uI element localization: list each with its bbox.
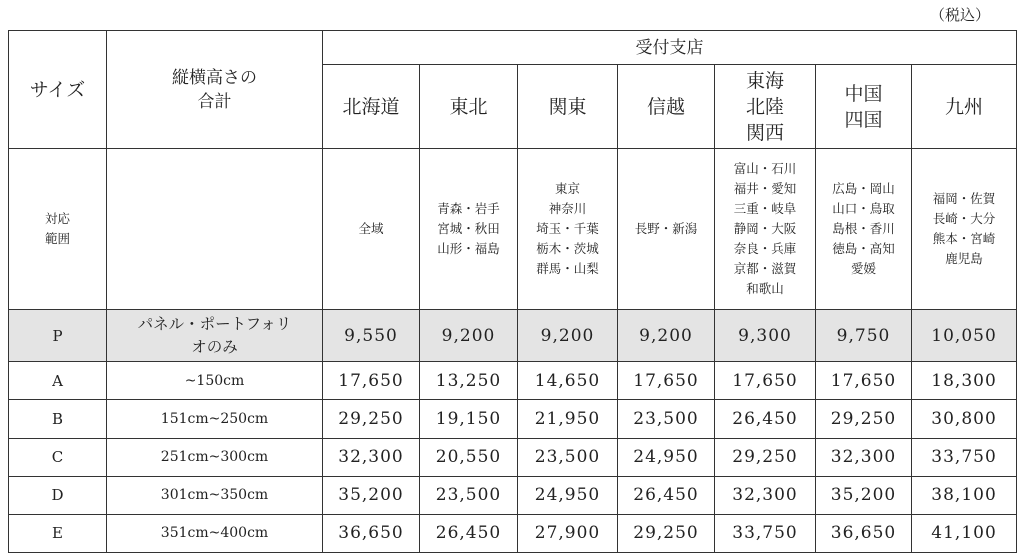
- coverage-line: 東京: [554, 181, 580, 197]
- dimension-range: [107, 400, 323, 438]
- dimension-range: [107, 514, 323, 552]
- coverage-line: 長崎・大分: [932, 211, 996, 227]
- price-cell: 9,200: [518, 310, 618, 362]
- coverage-dimension-blank: [107, 149, 323, 310]
- dimension-line: 151cm~250cm: [160, 410, 269, 427]
- coverage-line: 島根・香川: [832, 221, 895, 237]
- branch-name-line: 中国: [844, 82, 883, 105]
- size-header: サイズ: [9, 31, 107, 149]
- price-cell: 23,500: [420, 476, 518, 514]
- price-cell: 19,150: [420, 400, 518, 438]
- coverage-cell: [816, 149, 912, 310]
- size-code: E: [9, 514, 107, 552]
- coverage-line: 熊本・宮崎: [932, 231, 996, 247]
- coverage-line: 富山・石川: [733, 161, 797, 177]
- price-row: [9, 476, 1017, 514]
- coverage-line: 神奈川: [548, 201, 587, 217]
- coverage-line: 和歌山: [746, 281, 784, 297]
- price-cell: 17,650: [618, 362, 715, 400]
- dimension-range: [107, 362, 323, 400]
- coverage-line: 山形・福島: [437, 241, 500, 257]
- coverage-line: 京都・滋賀: [733, 261, 797, 277]
- price-cell: 26,450: [715, 400, 816, 438]
- price-cell: 17,650: [323, 362, 420, 400]
- branch-name-line: 九州: [945, 95, 984, 118]
- coverage-label: [9, 149, 107, 310]
- branch-name-line: 東海: [745, 69, 784, 92]
- size-code: C: [9, 438, 107, 476]
- price-cell: 23,500: [618, 400, 715, 438]
- price-cell: 33,750: [912, 438, 1017, 476]
- dimension-line: 251cm~300cm: [160, 449, 269, 466]
- coverage-line: 奈良・兵庫: [733, 241, 797, 257]
- dimension-line: オのみ: [191, 337, 238, 356]
- coverage-cell: [323, 149, 420, 310]
- price-cell: 9,550: [323, 310, 420, 362]
- branch-header: [618, 65, 715, 149]
- size-code: B: [9, 400, 107, 438]
- dimension-header-line: 縦横高さの: [172, 67, 257, 88]
- branch-name-line: 関西: [745, 121, 784, 144]
- shipping-fee-table: [8, 30, 1017, 553]
- price-cell: 26,450: [420, 514, 518, 552]
- price-cell: 32,300: [816, 438, 912, 476]
- header-row-top: [9, 31, 1017, 65]
- price-cell: 18,300: [912, 362, 1017, 400]
- price-row: [9, 438, 1017, 476]
- branch-header: [912, 65, 1017, 149]
- price-cell: 27,900: [518, 514, 618, 552]
- price-cell: 33,750: [715, 514, 816, 552]
- coverage-line: 三重・岐阜: [733, 201, 797, 217]
- coverage-line: 福井・愛知: [733, 181, 797, 197]
- price-cell: 29,250: [715, 438, 816, 476]
- price-cell: 35,200: [816, 476, 912, 514]
- branch-name-line: 北陸: [745, 95, 784, 118]
- branch-name-line: 北海道: [342, 95, 400, 118]
- branch-header: [715, 65, 816, 149]
- coverage-line: 福岡・佐賀: [932, 191, 996, 207]
- price-cell: 29,250: [323, 400, 420, 438]
- branch-name-line: 信越: [646, 95, 685, 118]
- price-cell: 17,650: [715, 362, 816, 400]
- price-row: [9, 362, 1017, 400]
- coverage-line: 長野・新潟: [634, 221, 698, 237]
- price-cell: 38,100: [912, 476, 1017, 514]
- coverage-line: 埼玉・千葉: [536, 221, 599, 237]
- price-cell: 23,500: [518, 438, 618, 476]
- price-cell: 24,950: [518, 476, 618, 514]
- price-cell: 9,200: [618, 310, 715, 362]
- coverage-cell: [420, 149, 518, 310]
- price-cell: 29,250: [816, 400, 912, 438]
- coverage-line: 宮城・秋田: [437, 221, 500, 237]
- dimension-line: ~150cm: [184, 372, 245, 389]
- coverage-cell: [518, 149, 618, 310]
- price-cell: 24,950: [618, 438, 715, 476]
- price-row: [9, 310, 1017, 362]
- coverage-label-line: 対応: [44, 211, 70, 227]
- coverage-line: 栃木・茨城: [536, 241, 599, 257]
- price-cell: 9,300: [715, 310, 816, 362]
- price-cell: 9,750: [816, 310, 912, 362]
- coverage-line: 全域: [358, 221, 384, 237]
- branch-header: [816, 65, 912, 149]
- coverage-line: 徳島・高知: [832, 241, 895, 257]
- size-code: A: [9, 362, 107, 400]
- dimension-line: パネル・ポートフォリ: [137, 314, 292, 333]
- dimension-header: [107, 31, 323, 149]
- price-cell: 30,800: [912, 400, 1017, 438]
- branch-name-line: 四国: [844, 108, 883, 131]
- price-cell: 14,650: [518, 362, 618, 400]
- branch-group-header: 受付支店: [323, 31, 1017, 65]
- coverage-line: 愛媛: [850, 261, 876, 277]
- coverage-cell: [618, 149, 715, 310]
- coverage-line: 青森・岩手: [437, 201, 500, 217]
- price-cell: 26,450: [618, 476, 715, 514]
- coverage-row: [9, 149, 1017, 310]
- coverage-line: 静岡・大阪: [733, 221, 797, 237]
- price-cell: 32,300: [715, 476, 816, 514]
- price-cell: 29,250: [618, 514, 715, 552]
- price-cell: 32,300: [323, 438, 420, 476]
- size-code: P: [9, 310, 107, 362]
- price-cell: 10,050: [912, 310, 1017, 362]
- branch-header: [323, 65, 420, 149]
- coverage-line: 山口・鳥取: [832, 201, 895, 217]
- price-cell: 13,250: [420, 362, 518, 400]
- coverage-line: 群馬・山梨: [536, 261, 599, 277]
- branch-header: [420, 65, 518, 149]
- price-cell: 9,200: [420, 310, 518, 362]
- branch-header: [518, 65, 618, 149]
- size-code: D: [9, 476, 107, 514]
- dimension-range: [107, 476, 323, 514]
- branch-name-line: 関東: [548, 95, 587, 118]
- price-cell: 36,650: [323, 514, 420, 552]
- price-cell: 20,550: [420, 438, 518, 476]
- price-row: [9, 514, 1017, 552]
- coverage-line: 広島・岡山: [832, 181, 895, 197]
- dimension-line: 301cm~350cm: [160, 487, 269, 504]
- tax-included-note: （税込）: [929, 6, 990, 24]
- price-cell: 35,200: [323, 476, 420, 514]
- price-cell: 36,650: [816, 514, 912, 552]
- dimension-header-line: 合計: [197, 91, 232, 112]
- dimension-range: [107, 310, 323, 362]
- dimension-line: 351cm~400cm: [160, 525, 269, 542]
- price-cell: 17,650: [816, 362, 912, 400]
- branch-name-line: 東北: [449, 95, 488, 118]
- price-row: [9, 400, 1017, 438]
- dimension-range: [107, 438, 323, 476]
- coverage-cell: [912, 149, 1017, 310]
- coverage-cell: [715, 149, 816, 310]
- coverage-line: 鹿児島: [945, 251, 983, 267]
- coverage-label-line: 範囲: [44, 231, 70, 247]
- price-cell: 21,950: [518, 400, 618, 438]
- price-cell: 41,100: [912, 514, 1017, 552]
